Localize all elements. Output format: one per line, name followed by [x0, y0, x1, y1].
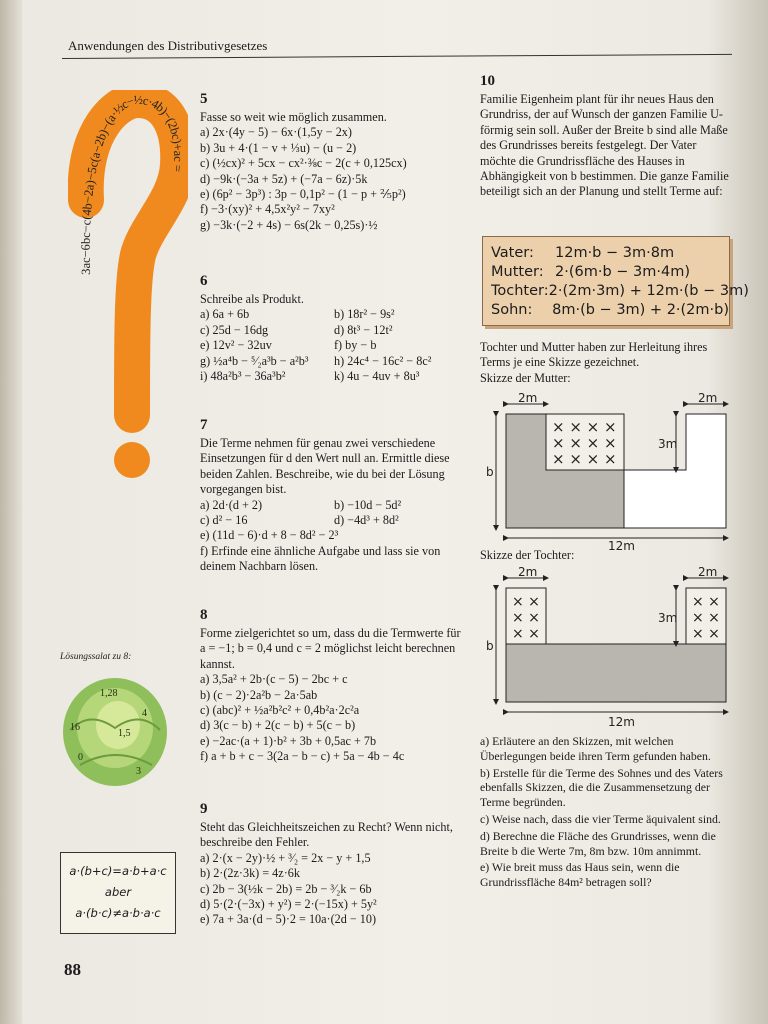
term-row — [491, 282, 749, 301]
exercise-intro: Schreibe als Produkt. — [200, 292, 304, 306]
task-item: b) 2·(2z·3k) = 4z·6k — [200, 866, 300, 881]
question-mark-text: 3ac−6bc−c(4b−2a)−5c(a−2b)−(a·½c−½c·4b)−(2bc)+ac = — [78, 92, 186, 276]
svg-text:× × × ×: × × × × — [552, 450, 617, 468]
task-item: h) 24c⁴ − 16c² − 8c² — [334, 353, 432, 368]
exercise-intro: Fasse so weit wie möglich zusammen. — [200, 110, 387, 124]
task-item: g) ½a⁴b − ⁵⁄₂a³b − a²b³ — [200, 353, 309, 368]
exercise-intro: Familie Eigenheim plant für ihr neues Haus den Grundriss, der auf Wunsch der ganzen Familie U-förmig sein soll. Außer der Breite b sind alle Maße des Grundrisses bereits festgelegt. Der Vater möchte die Grundrissfläche des Hauses in Abhängigkeit von b bestimmen. Die ganze Familie beteiligt sich an der Planung und stellt Terme auf: — [480, 92, 729, 199]
exercise-10-questions — [480, 734, 732, 890]
exercise-10-after — [480, 340, 732, 386]
task-item: f) by − b — [334, 338, 377, 353]
salad-number: 1,28 — [100, 688, 118, 699]
svg-text:× × × ×: × × × × — [552, 418, 617, 436]
task-item: g) −3k·(−2 + 4s) − 6s(2k − 0,25s)·½ — [200, 217, 378, 232]
task-item: d) 8t³ − 12t² — [334, 322, 393, 337]
exercise-6 — [200, 272, 470, 384]
sketch-mother — [486, 392, 736, 552]
exercise-number: 10 — [480, 73, 495, 89]
rule-line: aber — [104, 885, 132, 899]
term-expression: 2·(2m·3m) + 12m·(b − 3m) — [548, 283, 749, 299]
term-person: Vater: — [491, 245, 534, 261]
svg-text:× ×: × × — [692, 626, 720, 642]
task-item: a) 2d·(d + 2) — [200, 497, 263, 512]
task-item: e) 7a + 3a·(d − 5)·2 = 10a·(2d − 10) — [200, 912, 377, 927]
task-item: f) −3·(xy)² + 4,5x²y² − 7xy² — [200, 202, 335, 217]
term-row — [491, 263, 729, 282]
task-item: e) −2ac·(a + 1)·b² + 3b + 0,5ac + 7b — [200, 733, 377, 748]
svg-text:× ×: × × — [512, 594, 540, 610]
svg-text:× ×: × × — [692, 610, 720, 626]
dim-label: 2m — [698, 392, 718, 405]
exercise-number: 8 — [200, 607, 208, 623]
question-mark-graphic — [68, 90, 188, 480]
dim-label: b — [486, 465, 494, 479]
exercise-number: 9 — [200, 801, 208, 817]
exercise-10 — [480, 72, 732, 200]
task-item: c) d² − 16 — [200, 513, 248, 528]
task-item: f) Erfinde eine ähnliche Aufgabe und lass sie von deinem Nachbarn lösen. — [200, 543, 441, 574]
exercise-9 — [200, 800, 462, 928]
exercise-7 — [200, 416, 462, 575]
task-item: a) 2·(x − 2y)·½ + ³⁄₂ = 2x − y + 1,5 — [200, 850, 371, 865]
task-item: b) −10d − 5d² — [334, 497, 402, 512]
rule-line: a·(b·c)≠a·b·a·c — [75, 906, 161, 920]
task-item: a) 3,5a² + 2b·(c − 5) − 2bc + c — [200, 672, 348, 687]
salad-number: 1,5 — [118, 728, 131, 739]
sketch-daughter-title-wrap — [480, 548, 732, 563]
exercise-number: 5 — [200, 91, 208, 107]
dim-label: 2m — [518, 566, 538, 579]
salad-label: Lösungssalat zu 8: — [60, 652, 132, 662]
task-item: a) Erläutere an den Skizzen, mit welchen Überlegungen beide ihren Term gefunden haben. — [480, 734, 711, 763]
task-item: d) −4d³ + 8d² — [334, 513, 399, 528]
dim-label: 3m — [658, 437, 678, 451]
term-person: Tochter: — [491, 283, 549, 299]
task-item: e) Wie breit muss das Haus sein, wenn die Grundrissfläche 84m² betragen soll? — [480, 860, 680, 890]
task-item: d) 5·(2·(−3x) + y²) = 2·(−15x) + 5y² — [200, 897, 377, 912]
term-expression: 2·(6m·b − 3m·4m) — [555, 264, 690, 280]
task-item: e) (6p² − 3p³) : 3p − 0,1p² − (1 − p + ⅖p²) — [200, 187, 406, 202]
exercise-5 — [200, 90, 470, 233]
term-expression: 8m·(b − 3m) + 2·(2m·b) — [552, 302, 729, 318]
term-person: Sohn: — [491, 302, 533, 318]
task-item: c) 25d − 16dg — [200, 322, 269, 337]
task-item: d) 3(c − b) + 2(c − b) + 5(c − b) — [200, 718, 356, 733]
svg-text:× ×: × × — [692, 594, 720, 610]
task-item: e) 12v² − 32uv — [200, 338, 272, 353]
rule-box — [60, 852, 176, 934]
exercise-number: 7 — [200, 417, 208, 433]
task-item: e) (11d − 6)·d + 8 − 8d² − 2³ — [200, 528, 339, 543]
task-item: d) −9k·(−3a + 5z) + (−7a − 6z)·5k — [200, 171, 368, 186]
exercise-number: 6 — [200, 273, 208, 289]
task-item: i) 48a²b³ − 36a³b² — [200, 369, 286, 384]
task-item: b) Erstelle für die Terme des Sohnes und des Vaters ebenfalls Skizzen, die die Zusammensetzung der Terme begründen. — [480, 765, 723, 810]
task-item: k) 4u − 4uv + 8u³ — [334, 369, 420, 384]
lettuce-image — [60, 670, 170, 790]
salad-number: 4 — [142, 708, 147, 719]
task-item: c) (abc)² + ½a²b²c² + 0,4b²a·2c²a — [200, 703, 360, 718]
term-row — [491, 301, 729, 320]
salad-number: 3 — [136, 766, 141, 777]
term-row — [491, 244, 729, 263]
task-item: b) 3u + 4·(1 − v + ⅓u) − (u − 2) — [200, 140, 357, 155]
dim-label: 2m — [518, 392, 538, 405]
dim-label: 12m — [608, 715, 635, 729]
salad-number: 0 — [78, 752, 83, 763]
sketch-mother-title: Skizze der Mutter: — [480, 370, 571, 385]
svg-text:× × × ×: × × × × — [552, 434, 617, 452]
task-item: d) Berechne die Fläche des Grundrisses, wenn die Breite b die Werte 7m, 8m bzw. 10m annimmt. — [480, 828, 716, 858]
svg-text:× ×: × × — [512, 610, 540, 626]
exercise-8 — [200, 606, 462, 765]
book-spine — [0, 0, 22, 1024]
sketch-intro: Tochter und Mutter haben zur Herleitung ihres Terms je eine Skizze gezeichnet. — [480, 340, 708, 370]
task-item: b) 18r² − 9s² — [334, 307, 395, 322]
sketch-daughter-title: Skizze der Tochter: — [480, 548, 575, 562]
task-item: f) a + b + c − 3(2a − b − c) + 5a − 4b − 4c — [200, 749, 405, 764]
task-item: b) (c − 2)·2a²b − 2a·5ab — [200, 687, 318, 702]
dim-label: 12m — [608, 539, 635, 552]
page-number: 88 — [64, 960, 81, 979]
salad-number: 16 — [70, 722, 80, 733]
svg-text:× ×: × × — [512, 626, 540, 642]
sketch-daughter — [486, 566, 736, 731]
task-item: a) 6a + 6b — [200, 307, 250, 322]
task-item: c) 2b − 3(½k − 2b) = 2b − ³⁄₂k − 6b — [200, 881, 372, 896]
term-person: Mutter: — [491, 264, 544, 280]
page-header: Anwendungen des Distributivgesetzes — [68, 38, 268, 53]
exercise-intro: Die Terme nehmen für genau zwei verschiedene Einsetzungen für d den Wert null an. Ermittle diese beiden Zahlen. Beschreibe, wie du bei der Lösung vorgegangen bist. — [200, 436, 450, 497]
task-item: c) (½cx)² + 5cx − cx²·⅜c − 2(c + 0,125cx) — [200, 156, 407, 171]
task-item: a) 2x·(4y − 5) − 6x·(1,5y − 2x) — [200, 125, 352, 140]
family-terms-box — [482, 236, 749, 326]
task-item: c) Weise nach, dass die vier Terme äquivalent sind. — [480, 811, 721, 826]
exercise-intro: Forme zielgerichtet so um, dass du die Termwerte für a = −1; b = 0,4 und c = 2 möglichst leicht berechnen kannst. — [200, 626, 461, 671]
rule-line: a·(b+c)=a·b+a·c — [69, 864, 167, 878]
term-expression: 12m·b − 3m·8m — [555, 245, 675, 261]
dim-label: 3m — [658, 611, 678, 625]
dim-label: b — [486, 639, 494, 653]
dim-label: 2m — [698, 566, 718, 579]
exercise-intro: Steht das Gleichheitszeichen zu Recht? Wenn nicht, beschreibe den Fehler. — [200, 820, 453, 850]
